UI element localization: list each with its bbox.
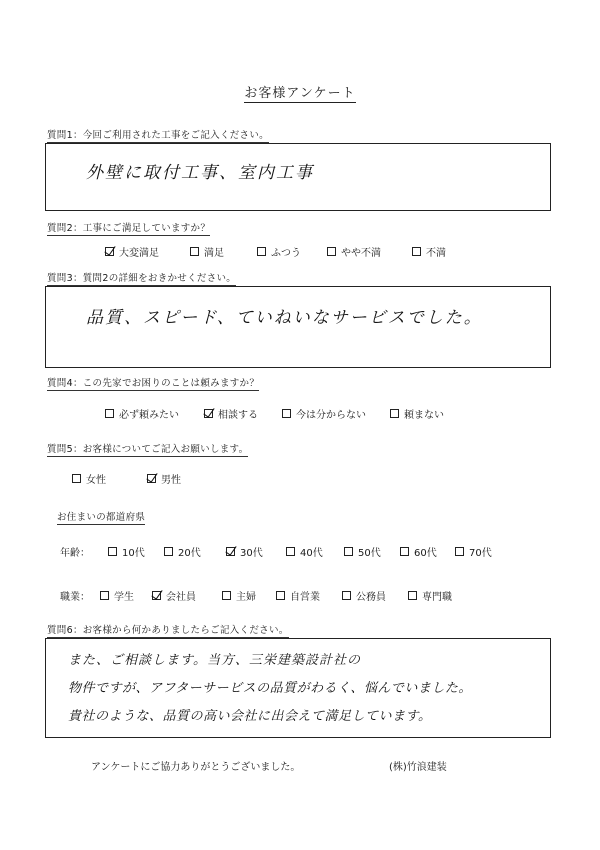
- checkbox[interactable]: [276, 591, 285, 600]
- question-6-answer-line-1: また、ご相談します。当方、三栄建築設計社の: [68, 653, 361, 668]
- checkbox-checked[interactable]: [147, 474, 156, 483]
- question-3-answer: 品質、スピード、ていねいなサービスでした。: [86, 308, 483, 328]
- q2-option-4[interactable]: やや不満: [327, 244, 381, 259]
- prefecture-label: お住まいの都道府県: [57, 512, 146, 523]
- age-option-20[interactable]: 20代: [164, 544, 201, 559]
- occupation-option-professional[interactable]: 専門職: [408, 588, 452, 603]
- q4-option-1[interactable]: 必ず頼みたい: [105, 406, 179, 421]
- question-1-answer-box[interactable]: [45, 143, 551, 211]
- checkbox[interactable]: [408, 591, 417, 600]
- checkbox[interactable]: [105, 409, 114, 418]
- q2-option-3[interactable]: ふつう: [257, 244, 301, 259]
- age-option-30[interactable]: 30代: [226, 544, 263, 559]
- checkbox[interactable]: [327, 247, 336, 256]
- checkbox[interactable]: [344, 547, 353, 556]
- age-label: 年齢：: [60, 548, 90, 559]
- checkbox[interactable]: [72, 474, 81, 483]
- occupation-option-housewife[interactable]: 主婦: [222, 588, 256, 603]
- question-4-label: 質問4：この先家でお困りのことは頼みますか？: [47, 378, 260, 389]
- checkbox[interactable]: [286, 547, 295, 556]
- question-6-answer-line-3: 貴社のような、品質の高い会社に出会えて満足しています。: [68, 709, 432, 724]
- question-2-label: 質問2：工事にご満足していますか？: [47, 223, 211, 234]
- checkbox[interactable]: [455, 547, 464, 556]
- checkbox-checked[interactable]: [204, 409, 213, 418]
- age-option-70[interactable]: 70代: [455, 544, 492, 559]
- occupation-option-civil-servant[interactable]: 公務員: [342, 588, 386, 603]
- survey-title: お客様アンケート: [244, 86, 356, 101]
- checkbox[interactable]: [390, 409, 399, 418]
- question-3-label: 質問3：質問2の詳細をおきかせください。: [47, 273, 237, 284]
- question-1-answer: 外壁に取付工事、室内工事: [86, 163, 314, 183]
- q2-option-1[interactable]: 大変満足: [105, 244, 159, 259]
- gender-option-male[interactable]: 男性: [147, 471, 181, 486]
- occupation-option-employee[interactable]: 会社員: [152, 588, 196, 603]
- company-name: (株)竹浪建装: [389, 762, 447, 773]
- occupation-option-self-employed[interactable]: 自営業: [276, 588, 320, 603]
- checkbox[interactable]: [164, 547, 173, 556]
- age-option-10[interactable]: 10代: [108, 544, 145, 559]
- checkbox[interactable]: [342, 591, 351, 600]
- checkbox[interactable]: [400, 547, 409, 556]
- q4-option-4[interactable]: 頼まない: [390, 406, 444, 421]
- checkbox[interactable]: [108, 547, 117, 556]
- checkbox[interactable]: [412, 247, 421, 256]
- question-6-answer-box[interactable]: [45, 638, 551, 738]
- q2-option-2[interactable]: 満足: [190, 244, 224, 259]
- occupation-option-student[interactable]: 学生: [100, 588, 134, 603]
- q4-option-3[interactable]: 今は分からない: [282, 406, 366, 421]
- checkbox[interactable]: [222, 591, 231, 600]
- q2-option-5[interactable]: 不満: [412, 244, 446, 259]
- gender-option-female[interactable]: 女性: [72, 471, 106, 486]
- checkbox-checked[interactable]: [152, 591, 161, 600]
- thanks-text: アンケートにご協力ありがとうございました。: [91, 762, 301, 773]
- checkbox[interactable]: [282, 409, 291, 418]
- q4-option-2[interactable]: 相談する: [204, 406, 258, 421]
- checkbox-checked[interactable]: [226, 547, 235, 556]
- checkbox[interactable]: [100, 591, 109, 600]
- question-3-answer-box[interactable]: [45, 286, 551, 368]
- age-option-60[interactable]: 60代: [400, 544, 437, 559]
- checkbox[interactable]: [190, 247, 199, 256]
- question-5-label: 質問5：お客様についてご記入お願いします。: [47, 444, 249, 455]
- age-option-50[interactable]: 50代: [344, 544, 381, 559]
- question-6-answer-line-2: 物件ですが、アフターサービスの品質がわるく、悩んでいました。: [68, 681, 472, 696]
- checkbox[interactable]: [257, 247, 266, 256]
- age-option-40[interactable]: 40代: [286, 544, 323, 559]
- question-1-label: 質問1：今回ご利用された工事をご記入ください。: [47, 130, 269, 141]
- occupation-label: 職業：: [60, 592, 90, 603]
- question-6-label: 質問6：お客様から何かありましたらご記入ください。: [47, 625, 289, 636]
- checkbox-checked[interactable]: [105, 247, 114, 256]
